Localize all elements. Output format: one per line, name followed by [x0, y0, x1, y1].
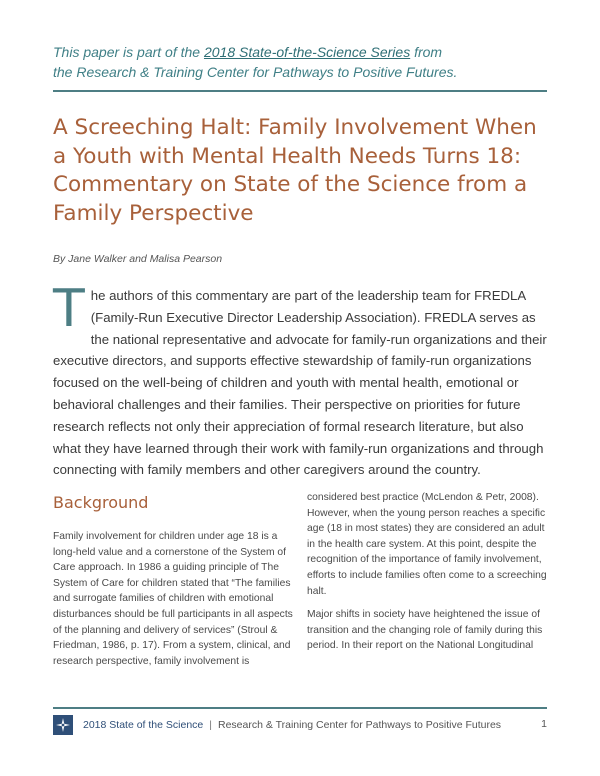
series-link[interactable]: 2018 State-of-the-Science Series	[203, 44, 411, 60]
series-note	[53, 42, 553, 82]
left-column	[53, 493, 293, 677]
right-paragraph-2: Major shifts in society have heightened the issue of transition and the changing role of family during this period. In their report on the National Longitudinal	[307, 609, 543, 652]
footer-series-label: 2018 State of the Science	[83, 719, 204, 731]
footer-center-label: Research & Training Center for Pathways to Positive Futures	[218, 719, 502, 731]
right-paragraph-1: considered best practice (McLendon & Petr, 2008). However, when the young person reaches a specific age (18 in most states) they are considered an adult in the health care system. At this point, despite the recognition of the importance of family involvement, efforts to include families often come to a screeching halt.	[307, 492, 547, 597]
compass-cross-icon	[53, 715, 73, 735]
series-note-line2: the Research & Training Center for Pathways to Positive Futures.	[53, 64, 458, 80]
drop-cap: T	[53, 279, 85, 339]
document-title: A Screeching Halt: Family Involvement When a Youth with Mental Health Needs Turns 18: Commentary on State of the Science from a Family Perspective	[53, 115, 537, 226]
right-column	[307, 490, 547, 662]
footer-separator: |	[209, 719, 212, 731]
bottom-divider	[53, 707, 547, 709]
footer	[53, 714, 547, 736]
byline: By Jane Walker and Malisa Pearson	[53, 253, 223, 265]
intro-text: he authors of this commentary are part of the leadership team for FREDLA (Family-Run Executive Director Leadership Association). FREDLA serves as the national representative and advocate for family-run organizations and their executive directors, and supports effective stewardship of family-run organizations focused on the well-being of children and youth with mental health, emotional or behavioral challenges and their families. Their perspective on priorities for future research reflects not only their appreciation of formal research literature, but also what they have learned through their work with family-run organizations and through connecting with family members and other caregivers around the country.	[53, 288, 547, 478]
series-note-suffix: from	[410, 44, 443, 60]
page-number: 1	[541, 718, 547, 730]
left-paragraph: Family involvement for children under age 18 is a long-held value and a cornerstone of the System of Care approach. In 1986 a guiding principle of The System of Care for children stated that “The families and surrogate families of children with emotional disturbances should be full participants in all aspects of the planning and delivery of services” (Stroul & Friedman, 1986, p. 17). From a system, clinical, and research perspective, family involvement is	[53, 531, 293, 667]
series-note-prefix: This paper is part of the	[53, 44, 204, 60]
intro-paragraph	[53, 279, 549, 481]
top-divider	[53, 90, 547, 92]
section-heading-background: Background	[53, 493, 149, 512]
